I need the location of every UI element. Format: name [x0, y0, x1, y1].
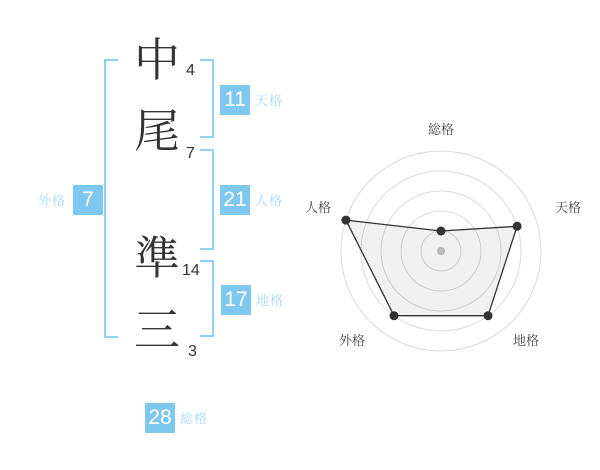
radar-axis-label: 外格 [338, 333, 366, 348]
name-char-2: 尾 [134, 105, 180, 157]
stroke-count-4: 3 [188, 343, 197, 360]
stroke-count-3: 14 [182, 262, 200, 279]
chikaku-bracket [200, 260, 214, 337]
radar-data-point [390, 311, 399, 320]
name-char-1: 中 [134, 34, 180, 86]
radar-axis-label: 天格 [554, 200, 582, 215]
radar-data-point [513, 222, 522, 231]
radar-data-point [484, 311, 493, 320]
soukaku-label: 総格 [180, 411, 209, 426]
tenkaku-label: 天格 [255, 93, 284, 108]
gaikaku-label: 外格 [37, 193, 66, 208]
soukaku-value-badge: 28 [145, 403, 175, 433]
name-char-4: 三 [134, 304, 180, 356]
name-char-3: 準 [134, 232, 180, 284]
chikaku-label: 地格 [256, 293, 285, 308]
chikaku-value-badge: 17 [221, 285, 251, 315]
tenkaku-value-badge: 11 [220, 85, 250, 115]
gaikaku-bracket [104, 59, 118, 338]
stroke-count-1: 4 [186, 62, 195, 79]
jinkaku-label: 人格 [255, 193, 284, 208]
radar-data-point [341, 216, 350, 225]
jinkaku-value-badge: 21 [220, 185, 250, 215]
radar-axis-label: 地格 [512, 333, 540, 348]
radar-chart [300, 95, 600, 375]
tenkaku-bracket [200, 59, 214, 138]
radar-data-polygon [346, 220, 517, 316]
stroke-count-2: 7 [186, 145, 195, 162]
gaikaku-value-badge: 7 [73, 185, 103, 215]
radar-axis-label: 人格 [304, 200, 332, 215]
jinkaku-bracket [200, 149, 214, 250]
radar-axis-label: 総格 [427, 122, 455, 137]
radar-data-point [437, 227, 446, 236]
